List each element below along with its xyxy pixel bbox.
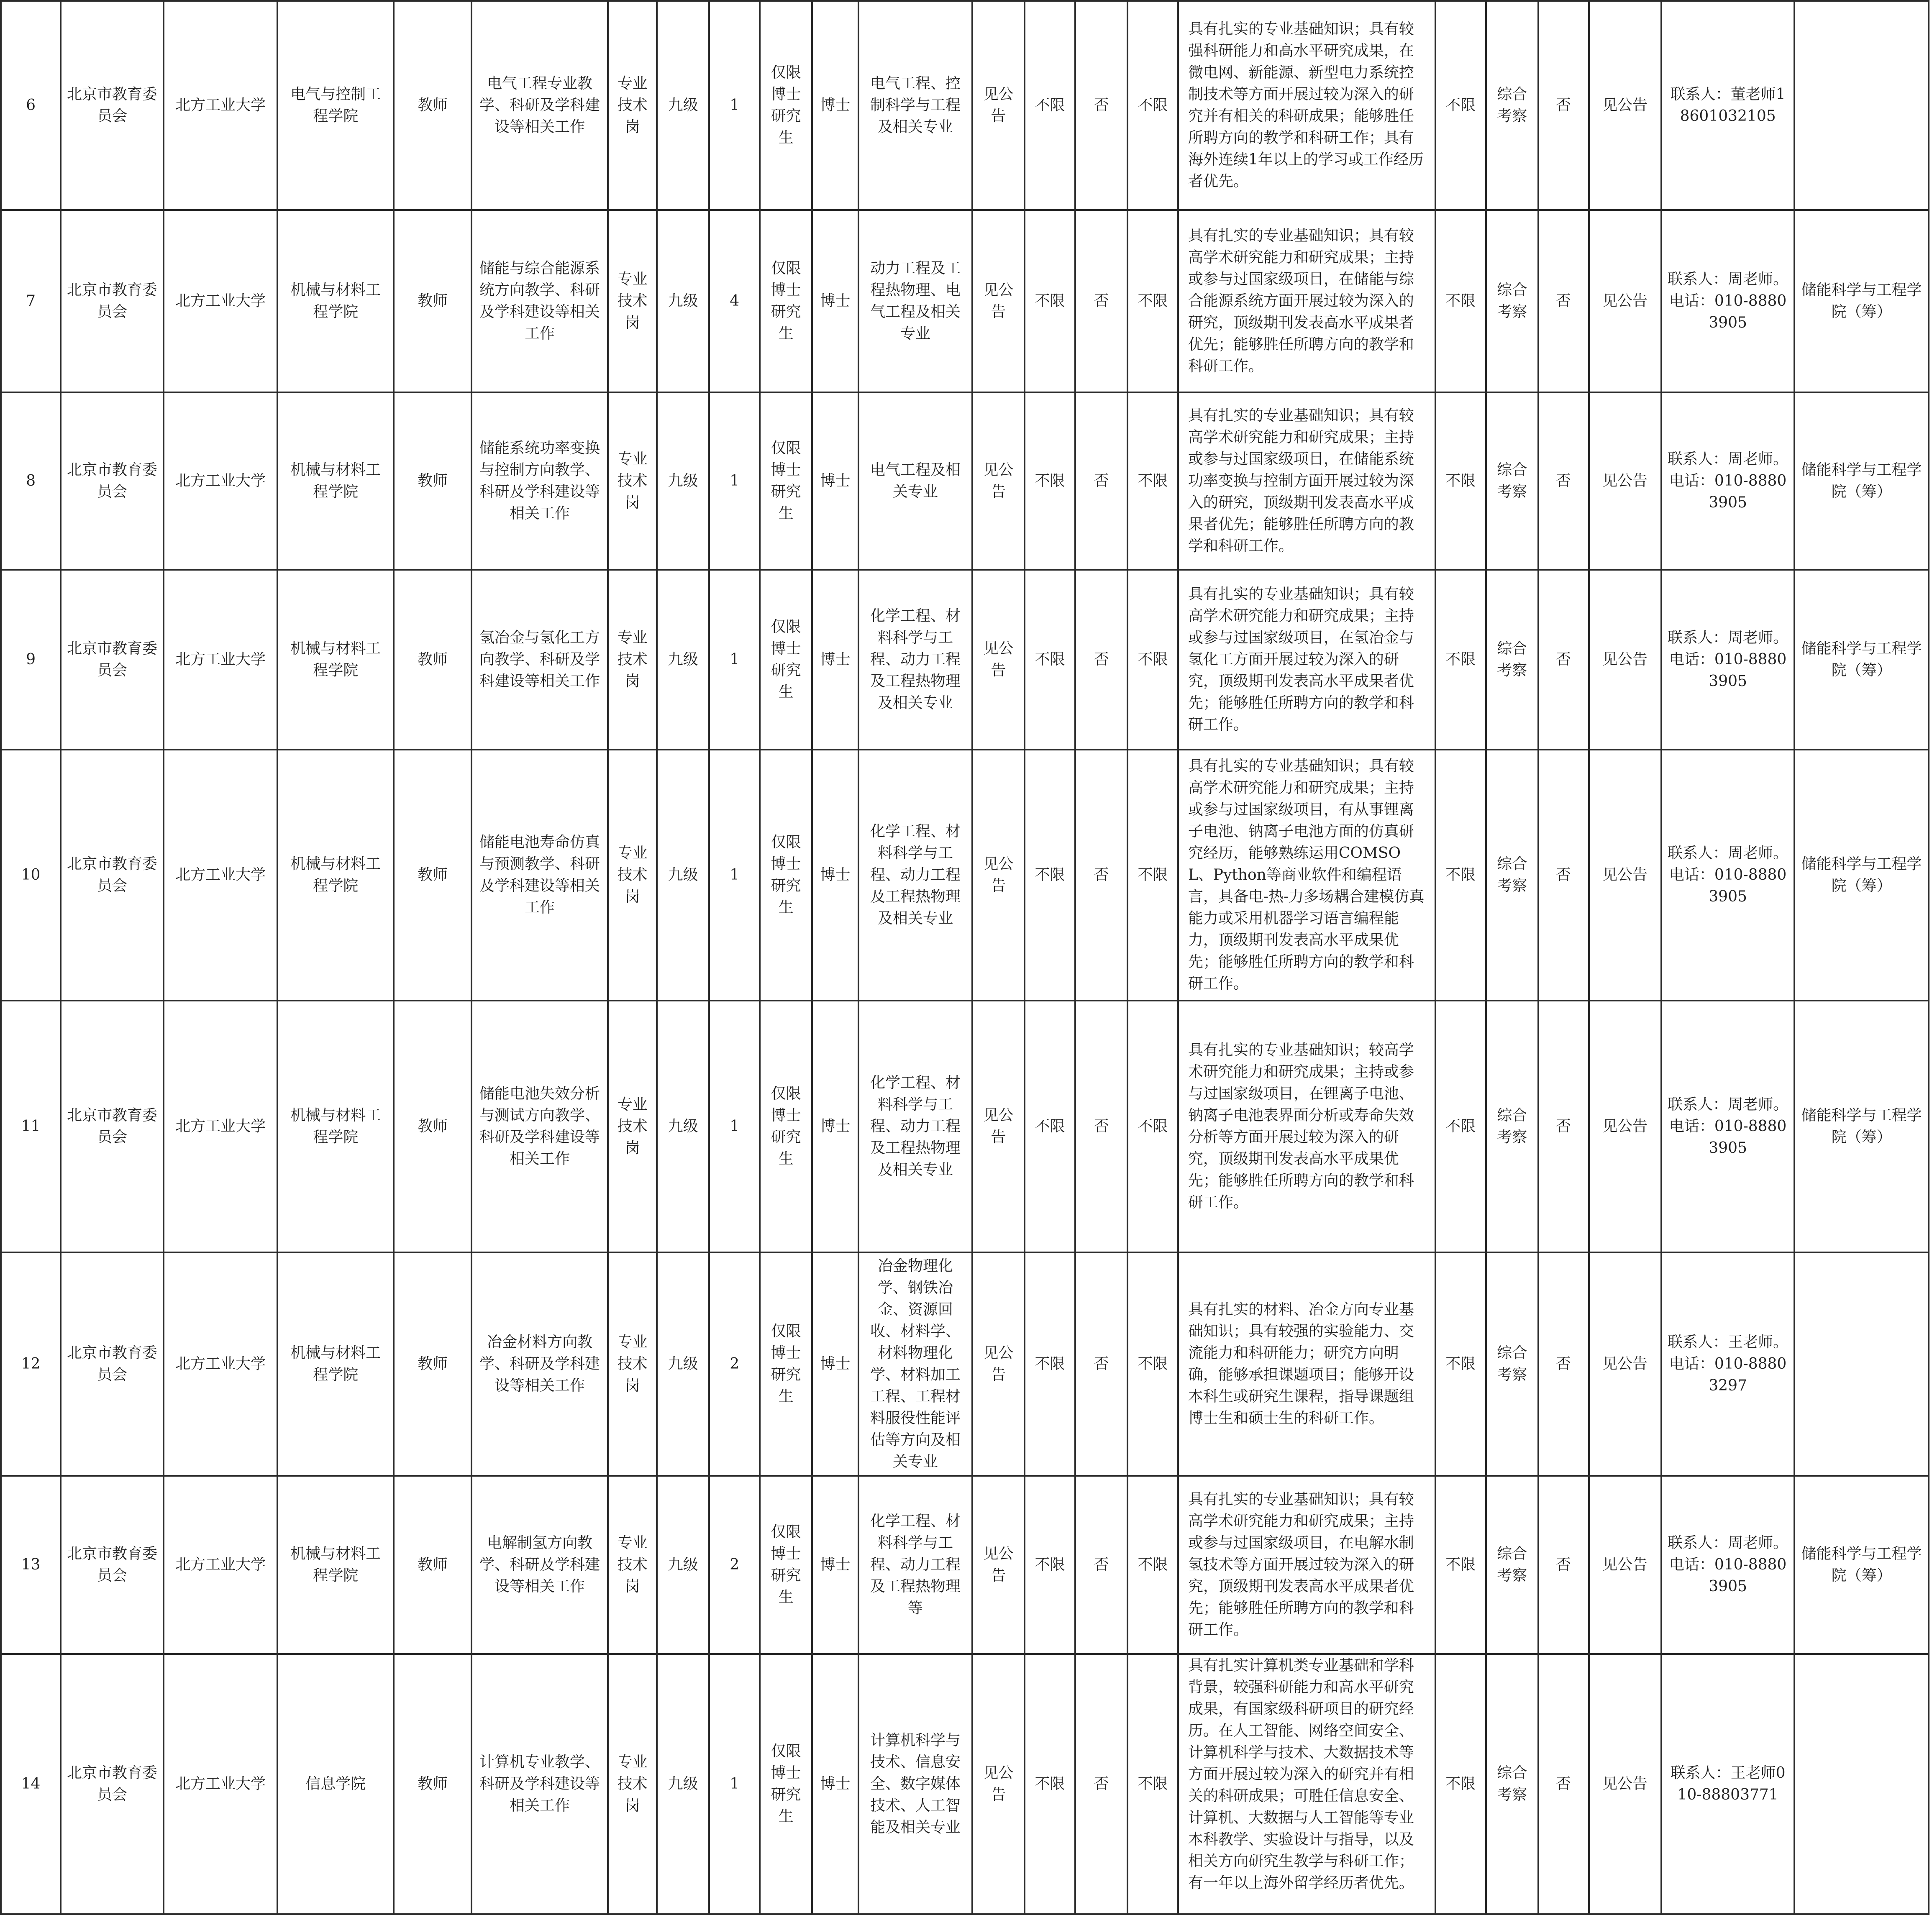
headcount-cell: 1	[709, 750, 760, 1001]
level-cell: 九级	[657, 210, 709, 392]
duty-cell: 计算机专业教学、科研及学科建设等相关工作	[471, 1654, 608, 1914]
major-cell: 计算机科学与技术、信息安全、数字媒体技术、人工智能及相关专业	[858, 1654, 972, 1914]
major-cell: 电气工程、控制科学与工程及相关专业	[858, 1, 972, 210]
written-exam-cell: 否	[1538, 1, 1589, 210]
other-cell: 不限	[1127, 570, 1178, 750]
hukou-cell: 否	[1075, 750, 1127, 1001]
requirement-text: 具有扎实的专业基础知识；具有较高学术研究能力和研究成果；主持或参与过国家级项目，有从事锂离子电池、钠离子电池方面的仿真研究经历，能够熟练运用COMSOL、Python等商业软件和编程语言，具备电-热-力多场耦合建模仿真能力或采用机器学习语言编程能力，顶级期刊发表高水平成果优先；能够胜任所聘方向的教学和科研工作。	[1188, 758, 1425, 992]
age-cell: 见公告	[972, 1654, 1025, 1914]
degree-cell: 博士	[812, 1476, 858, 1654]
requirement-text: 具有扎实的专业基础知识；具有较高学术研究能力和研究成果；主持或参与过国家级项目，在电解水制氢技术等方面开展过较为深入的研究，顶级期刊发表高水平成果者优先；能够胜任所聘方向的教学和科研工作。	[1188, 1491, 1414, 1639]
hukou-cell: 否	[1075, 392, 1127, 570]
exam-method-cell: 综合考察	[1486, 1001, 1538, 1252]
gender-cell: 不限	[1435, 1, 1486, 210]
hukou-cell: 否	[1075, 570, 1127, 750]
employer-cell: 北方工业大学	[164, 1252, 277, 1476]
school-cell: 信息学院	[277, 1654, 394, 1914]
other-cell: 不限	[1127, 210, 1178, 392]
employer-cell: 北方工业大学	[164, 750, 277, 1001]
row-number: 13	[1, 1476, 61, 1654]
degree-cell: 博士	[812, 392, 858, 570]
remark-cell: 储能科学与工程学院（筹）	[1794, 750, 1929, 1001]
requirement-text: 具有扎实计算机类专业基础和学科背景，较强科研能力和高水平研究成果，有国家级科研项目的研究经历。在人工智能、网络空间安全、计算机科学与技术、大数据技术等方面开展过较为深入的研究并有相关的科研成果；可胜任信息安全、计算机、大数据与人工智能等专业本科教学、实验设计与指导，以及相关方向研究生教学与科研工作；有一年以上海外留学经历者优先。	[1188, 1657, 1414, 1892]
exam-method-cell: 综合考察	[1486, 392, 1538, 570]
requirement-cell	[1178, 210, 1435, 392]
post-type-cell: 专业技术岗	[608, 1654, 657, 1914]
department-cell: 北京市教育委员会	[61, 1, 164, 210]
hukou-cell: 否	[1075, 1654, 1127, 1914]
post-name-cell: 教师	[394, 570, 471, 750]
department-cell: 北京市教育委员会	[61, 1654, 164, 1914]
age-cell: 见公告	[972, 392, 1025, 570]
post-type-cell: 专业技术岗	[608, 570, 657, 750]
row-number: 12	[1, 1252, 61, 1476]
degree-cell: 博士	[812, 1654, 858, 1914]
ratio-cell: 见公告	[1589, 1476, 1661, 1654]
major-cell: 冶金物理化学、钢铁冶金、资源回收、材料学、材料物理化学、材料加工工程、工程材料服役性能评估等方向及相关专业	[858, 1252, 972, 1476]
post-name-cell: 教师	[394, 750, 471, 1001]
other-cell: 不限	[1127, 1, 1178, 210]
duty-cell: 储能系统功率变换与控制方向教学、科研及学科建设等相关工作	[471, 392, 608, 570]
exam-method-cell: 综合考察	[1486, 750, 1538, 1001]
remark-cell: 储能科学与工程学院（筹）	[1794, 570, 1929, 750]
written-exam-cell: 否	[1538, 210, 1589, 392]
remark-cell: 储能科学与工程学院（筹）	[1794, 392, 1929, 570]
remark-cell: 储能科学与工程学院（筹）	[1794, 1001, 1929, 1252]
level-cell: 九级	[657, 570, 709, 750]
department-cell: 北京市教育委员会	[61, 1001, 164, 1252]
political-status-cell: 不限	[1025, 210, 1075, 392]
contact-cell: 联系人：周老师。电话：010-88803905	[1661, 210, 1794, 392]
gender-cell: 不限	[1435, 570, 1486, 750]
contact-cell: 联系人：周老师。电话：010-88803905	[1661, 1476, 1794, 1654]
table-row	[1, 392, 1929, 570]
level-cell: 九级	[657, 1, 709, 210]
headcount-cell: 1	[709, 1001, 760, 1252]
political-status-cell: 不限	[1025, 1001, 1075, 1252]
source-cell: 仅限博士研究生	[760, 1001, 812, 1252]
exam-method-cell: 综合考察	[1486, 1476, 1538, 1654]
requirement-cell	[1178, 1476, 1435, 1654]
source-cell: 仅限博士研究生	[760, 750, 812, 1001]
source-cell: 仅限博士研究生	[760, 1, 812, 210]
headcount-cell: 1	[709, 1654, 760, 1914]
department-cell: 北京市教育委员会	[61, 392, 164, 570]
post-name-cell: 教师	[394, 1252, 471, 1476]
exam-method-cell: 综合考察	[1486, 570, 1538, 750]
row-number: 10	[1, 750, 61, 1001]
source-cell: 仅限博士研究生	[760, 1252, 812, 1476]
written-exam-cell: 否	[1538, 570, 1589, 750]
duty-cell: 电气工程专业教学、科研及学科建设等相关工作	[471, 1, 608, 210]
employer-cell: 北方工业大学	[164, 210, 277, 392]
requirement-cell	[1178, 570, 1435, 750]
other-cell: 不限	[1127, 1001, 1178, 1252]
requirement-text: 具有扎实的材料、冶金方向专业基础知识；具有较强的实验能力、交流能力和科研能力；研究方向明确，能够承担课题项目；能够开设本科生或研究生课程，指导课题组博士生和硕士生的科研工作。	[1188, 1301, 1414, 1427]
ratio-cell: 见公告	[1589, 1252, 1661, 1476]
post-name-cell: 教师	[394, 392, 471, 570]
requirement-text: 具有扎实的专业基础知识；具有较高学术研究能力和研究成果；主持或参与过国家级项目，在储能系统功率变换与控制方面开展过较为深入的研究，顶级期刊发表高水平成果者优先；能够胜任所聘方向的教学和科研工作。	[1188, 407, 1414, 555]
department-cell: 北京市教育委员会	[61, 570, 164, 750]
post-name-cell: 教师	[394, 1654, 471, 1914]
row-number: 6	[1, 1, 61, 210]
requirement-cell	[1178, 392, 1435, 570]
post-type-cell: 专业技术岗	[608, 1476, 657, 1654]
level-cell: 九级	[657, 1252, 709, 1476]
degree-cell: 博士	[812, 1001, 858, 1252]
duty-cell: 储能与综合能源系统方向教学、科研及学科建设等相关工作	[471, 210, 608, 392]
remark-cell: 储能科学与工程学院（筹）	[1794, 1476, 1929, 1654]
contact-cell: 联系人：周老师。电话：010-88803905	[1661, 392, 1794, 570]
headcount-cell: 1	[709, 570, 760, 750]
level-cell: 九级	[657, 392, 709, 570]
post-type-cell: 专业技术岗	[608, 392, 657, 570]
written-exam-cell: 否	[1538, 392, 1589, 570]
employer-cell: 北方工业大学	[164, 1, 277, 210]
written-exam-cell: 否	[1538, 1476, 1589, 1654]
written-exam-cell: 否	[1538, 750, 1589, 1001]
requirement-text: 具有扎实的专业基础知识；具有较高学术研究能力和研究成果；主持或参与过国家级项目，在氢冶金与氢化工方面开展过较为深入的研究，顶级期刊发表高水平成果者优先；能够胜任所聘方向的教学和科研工作。	[1188, 586, 1414, 733]
table-row	[1, 1001, 1929, 1252]
requirement-cell	[1178, 1, 1435, 210]
degree-cell: 博士	[812, 750, 858, 1001]
employer-cell: 北方工业大学	[164, 1476, 277, 1654]
major-cell: 化学工程、材料科学与工程、动力工程及工程热物理及相关专业	[858, 570, 972, 750]
row-number: 8	[1, 392, 61, 570]
gender-cell: 不限	[1435, 1001, 1486, 1252]
ratio-cell: 见公告	[1589, 1, 1661, 210]
employer-cell: 北方工业大学	[164, 570, 277, 750]
headcount-cell: 2	[709, 1252, 760, 1476]
table-row	[1, 1, 1929, 210]
source-cell: 仅限博士研究生	[760, 392, 812, 570]
post-type-cell: 专业技术岗	[608, 1252, 657, 1476]
school-cell: 电气与控制工程学院	[277, 1, 394, 210]
contact-cell: 联系人：周老师。电话：010-88803905	[1661, 570, 1794, 750]
table-body	[1, 1, 1929, 1914]
exam-method-cell: 综合考察	[1486, 210, 1538, 392]
department-cell: 北京市教育委员会	[61, 1476, 164, 1654]
degree-cell: 博士	[812, 210, 858, 392]
major-cell: 化学工程、材料科学与工程、动力工程及工程热物理及相关专业	[858, 1001, 972, 1252]
gender-cell: 不限	[1435, 1476, 1486, 1654]
hukou-cell: 否	[1075, 1252, 1127, 1476]
remark-cell	[1794, 1654, 1929, 1914]
gender-cell: 不限	[1435, 1654, 1486, 1914]
written-exam-cell: 否	[1538, 1252, 1589, 1476]
age-cell: 见公告	[972, 570, 1025, 750]
political-status-cell: 不限	[1025, 750, 1075, 1001]
department-cell: 北京市教育委员会	[61, 750, 164, 1001]
remark-cell	[1794, 1252, 1929, 1476]
contact-cell: 联系人：周老师。电话：010-88803905	[1661, 750, 1794, 1001]
headcount-cell: 2	[709, 1476, 760, 1654]
requirement-cell	[1178, 750, 1435, 1001]
duty-cell: 储能电池失效分析与测试方向教学、科研及学科建设等相关工作	[471, 1001, 608, 1252]
other-cell: 不限	[1127, 1654, 1178, 1914]
post-name-cell: 教师	[394, 1, 471, 210]
written-exam-cell: 否	[1538, 1654, 1589, 1914]
ratio-cell: 见公告	[1589, 392, 1661, 570]
exam-method-cell: 综合考察	[1486, 1654, 1538, 1914]
requirement-text: 具有扎实的专业基础知识；具有较高学术研究能力和研究成果；主持或参与过国家级项目，在储能与综合能源系统方面开展过较为深入的研究，顶级期刊发表高水平成果者优先；能够胜任所聘方向的教学和科研工作。	[1188, 227, 1414, 375]
post-type-cell: 专业技术岗	[608, 750, 657, 1001]
row-number: 14	[1, 1654, 61, 1914]
age-cell: 见公告	[972, 1252, 1025, 1476]
school-cell: 机械与材料工程学院	[277, 750, 394, 1001]
degree-cell: 博士	[812, 1, 858, 210]
written-exam-cell: 否	[1538, 1001, 1589, 1252]
other-cell: 不限	[1127, 1476, 1178, 1654]
ratio-cell: 见公告	[1589, 1001, 1661, 1252]
hukou-cell: 否	[1075, 1476, 1127, 1654]
exam-method-cell: 综合考察	[1486, 1, 1538, 210]
age-cell: 见公告	[972, 210, 1025, 392]
contact-cell: 联系人：王老师010-88803771	[1661, 1654, 1794, 1914]
age-cell: 见公告	[972, 750, 1025, 1001]
table-row	[1, 1476, 1929, 1654]
post-type-cell: 专业技术岗	[608, 210, 657, 392]
major-cell: 动力工程及工程热物理、电气工程及相关专业	[858, 210, 972, 392]
gender-cell: 不限	[1435, 392, 1486, 570]
requirement-cell	[1178, 1654, 1435, 1914]
level-cell: 九级	[657, 1001, 709, 1252]
post-name-cell: 教师	[394, 1001, 471, 1252]
level-cell: 九级	[657, 750, 709, 1001]
other-cell: 不限	[1127, 750, 1178, 1001]
major-cell: 化学工程、材料科学与工程、动力工程及工程热物理等	[858, 1476, 972, 1654]
hukou-cell: 否	[1075, 1001, 1127, 1252]
ratio-cell: 见公告	[1589, 750, 1661, 1001]
post-name-cell: 教师	[394, 1476, 471, 1654]
source-cell: 仅限博士研究生	[760, 210, 812, 392]
political-status-cell: 不限	[1025, 1654, 1075, 1914]
remark-cell	[1794, 1, 1929, 210]
row-number: 11	[1, 1001, 61, 1252]
row-number: 7	[1, 210, 61, 392]
post-name-cell: 教师	[394, 210, 471, 392]
major-cell: 化学工程、材料科学与工程、动力工程及工程热物理及相关专业	[858, 750, 972, 1001]
requirement-cell	[1178, 1252, 1435, 1476]
school-cell: 机械与材料工程学院	[277, 1252, 394, 1476]
contact-cell: 联系人：董老师18601032105	[1661, 1, 1794, 210]
school-cell: 机械与材料工程学院	[277, 1476, 394, 1654]
remark-cell: 储能科学与工程学院（筹）	[1794, 210, 1929, 392]
duty-cell: 储能电池寿命仿真与预测教学、科研及学科建设等相关工作	[471, 750, 608, 1001]
headcount-cell: 1	[709, 392, 760, 570]
post-type-cell: 专业技术岗	[608, 1001, 657, 1252]
duty-cell: 氢冶金与氢化工方向教学、科研及学科建设等相关工作	[471, 570, 608, 750]
hukou-cell: 否	[1075, 210, 1127, 392]
gender-cell: 不限	[1435, 750, 1486, 1001]
age-cell: 见公告	[972, 1476, 1025, 1654]
source-cell: 仅限博士研究生	[760, 1654, 812, 1914]
political-status-cell: 不限	[1025, 1476, 1075, 1654]
source-cell: 仅限博士研究生	[760, 1476, 812, 1654]
hukou-cell: 否	[1075, 1, 1127, 210]
requirement-text: 具有扎实的专业基础知识；较高学术研究能力和研究成果；主持或参与过国家级项目，在锂离子电池、钠离子电池表界面分析或寿命失效分析等方面开展过较为深入的研究，顶级期刊发表高水平成果优先；能够胜任所聘方向的教学和科研工作。	[1188, 1042, 1414, 1211]
employer-cell: 北方工业大学	[164, 392, 277, 570]
table-row	[1, 1654, 1929, 1914]
post-type-cell: 专业技术岗	[608, 1, 657, 210]
exam-method-cell: 综合考察	[1486, 1252, 1538, 1476]
table-row	[1, 1252, 1929, 1476]
level-cell: 九级	[657, 1476, 709, 1654]
major-cell: 电气工程及相关专业	[858, 392, 972, 570]
row-number: 9	[1, 570, 61, 750]
age-cell: 见公告	[972, 1001, 1025, 1252]
table-row	[1, 210, 1929, 392]
requirement-cell	[1178, 1001, 1435, 1252]
requirement-text: 具有扎实的专业基础知识；具有较强科研能力和高水平研究成果，在微电网、新能源、新型电力系统控制技术等方面开展过较为深入的研究并有相关的科研成果；能够胜任所聘方向的教学和科研工作；具有海外连续1年以上的学习或工作经历者优先。	[1188, 20, 1424, 190]
school-cell: 机械与材料工程学院	[277, 1001, 394, 1252]
contact-cell: 联系人：周老师。电话：010-88803905	[1661, 1001, 1794, 1252]
age-cell: 见公告	[972, 1, 1025, 210]
employer-cell: 北方工业大学	[164, 1001, 277, 1252]
school-cell: 机械与材料工程学院	[277, 392, 394, 570]
source-cell: 仅限博士研究生	[760, 570, 812, 750]
school-cell: 机械与材料工程学院	[277, 570, 394, 750]
other-cell: 不限	[1127, 1252, 1178, 1476]
contact-cell: 联系人：王老师。电话：010-88803297	[1661, 1252, 1794, 1476]
department-cell: 北京市教育委员会	[61, 210, 164, 392]
political-status-cell: 不限	[1025, 1, 1075, 210]
other-cell: 不限	[1127, 392, 1178, 570]
political-status-cell: 不限	[1025, 570, 1075, 750]
gender-cell: 不限	[1435, 210, 1486, 392]
duty-cell: 冶金材料方向教学、科研及学科建设等相关工作	[471, 1252, 608, 1476]
political-status-cell: 不限	[1025, 392, 1075, 570]
ratio-cell: 见公告	[1589, 210, 1661, 392]
ratio-cell: 见公告	[1589, 1654, 1661, 1914]
table-row	[1, 570, 1929, 750]
level-cell: 九级	[657, 1654, 709, 1914]
duty-cell: 电解制氢方向教学、科研及学科建设等相关工作	[471, 1476, 608, 1654]
department-cell: 北京市教育委员会	[61, 1252, 164, 1476]
headcount-cell: 1	[709, 1, 760, 210]
gender-cell: 不限	[1435, 1252, 1486, 1476]
ratio-cell: 见公告	[1589, 570, 1661, 750]
school-cell: 机械与材料工程学院	[277, 210, 394, 392]
political-status-cell: 不限	[1025, 1252, 1075, 1476]
degree-cell: 博士	[812, 570, 858, 750]
table-row	[1, 750, 1929, 1001]
degree-cell: 博士	[812, 1252, 858, 1476]
employer-cell: 北方工业大学	[164, 1654, 277, 1914]
headcount-cell: 4	[709, 210, 760, 392]
